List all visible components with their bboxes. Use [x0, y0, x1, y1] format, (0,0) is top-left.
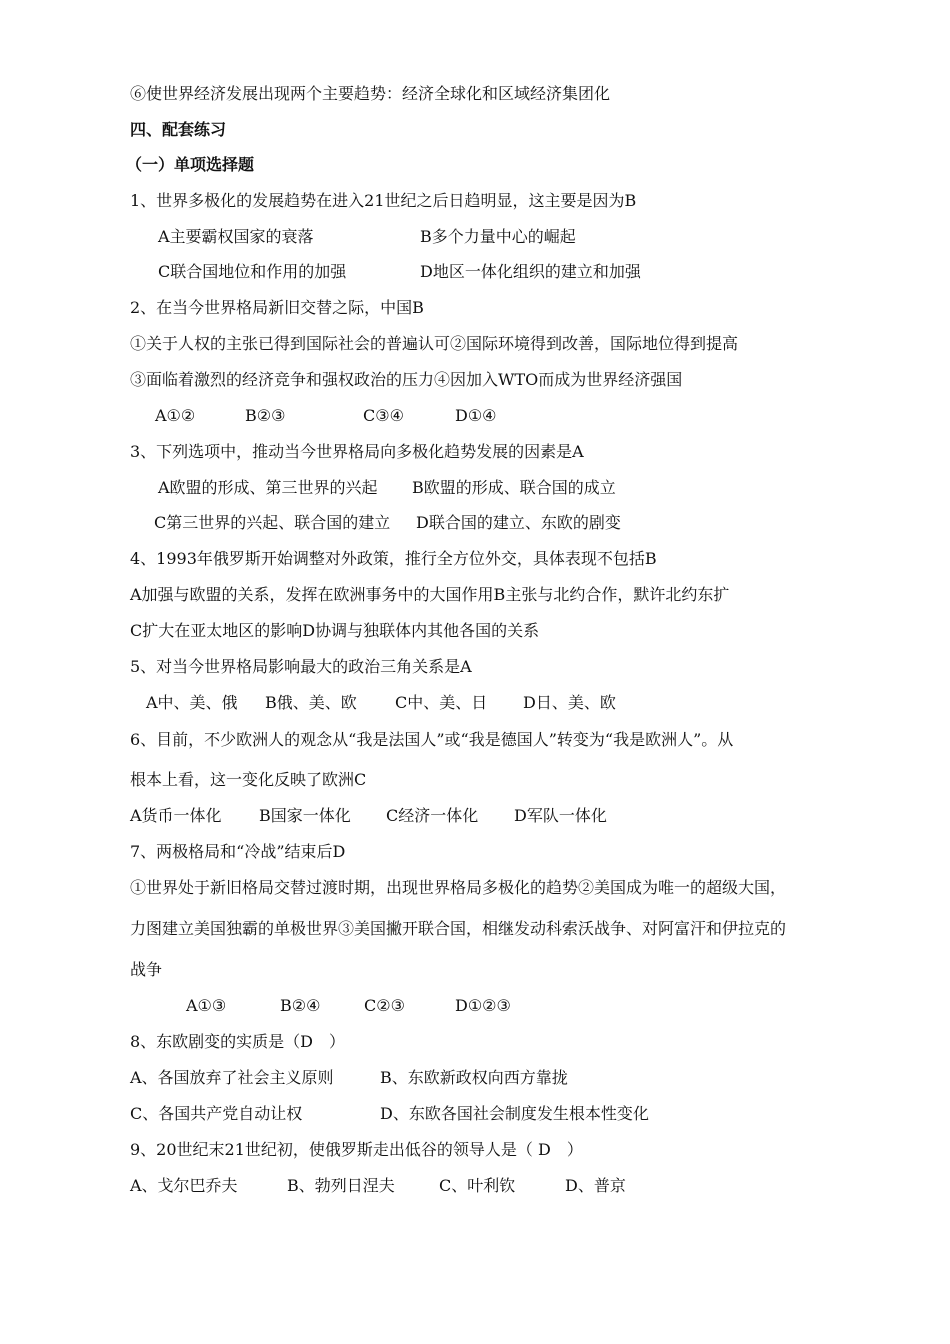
q1-option-b: B多个力量中心的崛起: [420, 227, 576, 246]
question-9: 9、20世纪末21世纪初，使俄罗斯走出低谷的领导人是（ D ）: [130, 1140, 583, 1159]
q7-option-b: B②④: [280, 996, 321, 1015]
q3-option-a: A欧盟的形成、第三世界的兴起: [158, 478, 378, 497]
question-3: 3、下列选项中，推动当今世界格局向多极化趋势发展的因素是A: [130, 442, 584, 461]
q6-option-d: D军队一体化: [514, 806, 607, 825]
q9-option-a: A、戈尔巴乔夫: [130, 1176, 238, 1195]
q7-statement-line-2: 力图建立美国独霸的单极世界③美国撇开联合国，相继发动科索沃战争、对阿富汗和伊拉克的: [130, 919, 787, 938]
q6-option-a: A货币一体化: [130, 806, 222, 825]
q4-options-line-1: A加强与欧盟的关系，发挥在欧洲事务中的大国作用B主张与北约合作，默许北约东扩: [130, 585, 730, 604]
question-6: 6、目前，不少欧洲人的观念从“我是法国人”或“我是德国人”转变为“我是欧洲人”。从: [130, 730, 734, 749]
q9-option-c: C、叶利钦: [439, 1176, 516, 1195]
q1-option-c: C联合国地位和作用的加强: [158, 262, 347, 281]
q3-option-b: B欧盟的形成、联合国的成立: [412, 478, 616, 497]
q3-option-d: D联合国的建立、东欧的剧变: [416, 513, 621, 532]
question-6-continued: 根本上看，这一变化反映了欧洲C: [130, 770, 367, 789]
q4-options-line-2: C扩大在亚太地区的影响D协调与独联体内其他各国的关系: [130, 621, 540, 640]
q5-option-d: D日、美、欧: [523, 693, 616, 712]
q1-option-a: A主要霸权国家的衰落: [158, 227, 314, 246]
q7-statement-line-3: 战争: [130, 960, 163, 979]
q8-option-a: A、各国放弃了社会主义原则: [130, 1068, 334, 1087]
q7-option-c: C②③: [364, 996, 405, 1015]
q7-statement-line-1: ①世界处于新旧格局交替过渡时期，出现世界格局多极化的趋势②美国成为唯一的超级大国，: [130, 878, 787, 897]
q6-option-c: C经济一体化: [386, 806, 479, 825]
q8-option-c: C、各国共产党自动让权: [130, 1104, 303, 1123]
q2-statement-2: ③面临着激烈的经济竞争和强权政治的压力④因加入WTO而成为世界经济强国: [130, 370, 683, 389]
q5-option-a: A中、美、俄: [146, 693, 238, 712]
q8-option-b: B、东欧新政权向西方靠拢: [380, 1068, 568, 1087]
subsection-heading: （一）单项选择题: [126, 155, 255, 174]
q8-option-d: D、东欧各国社会制度发生根本性变化: [380, 1104, 649, 1123]
q5-option-c: C中、美、日: [395, 693, 488, 712]
q9-option-d: D、普京: [565, 1176, 626, 1195]
q1-option-d: D地区一体化组织的建立和加强: [420, 262, 641, 281]
q2-option-c: C③④: [363, 406, 404, 425]
question-1: 1、世界多极化的发展趋势在进入21世纪之后日趋明显，这主要是因为B: [130, 191, 637, 210]
question-2: 2、在当今世界格局新旧交替之际，中国B: [130, 298, 424, 317]
q7-option-a: A①③: [186, 996, 227, 1015]
question-7: 7、两极格局和“冷战”结束后D: [130, 842, 346, 861]
q3-option-c: C第三世界的兴起、联合国的建立: [154, 513, 391, 532]
q2-option-d: D①④: [455, 406, 497, 425]
q7-option-d: D①②③: [455, 996, 511, 1015]
question-8: 8、东欧剧变的实质是（D ）: [130, 1032, 346, 1051]
q9-option-b: B、勃列日涅夫: [287, 1176, 395, 1195]
q5-option-b: B俄、美、欧: [265, 693, 357, 712]
section-heading: 四、配套练习: [130, 120, 227, 139]
question-5: 5、对当今世界格局影响最大的政治三角关系是A: [130, 657, 472, 676]
q6-option-b: B国家一体化: [259, 806, 351, 825]
question-4: 4、1993年俄罗斯开始调整对外政策，推行全方位外交，具体表现不包括B: [130, 549, 657, 568]
q2-option-b: B②③: [245, 406, 286, 425]
q2-option-a: A①②: [155, 406, 196, 425]
text-line: ⑥使世界经济发展出现两个主要趋势：经济全球化和区域经济集团化: [130, 84, 611, 103]
q2-statement-1: ①关于人权的主张已得到国际社会的普遍认可②国际环境得到改善，国际地位得到提高: [130, 334, 739, 353]
